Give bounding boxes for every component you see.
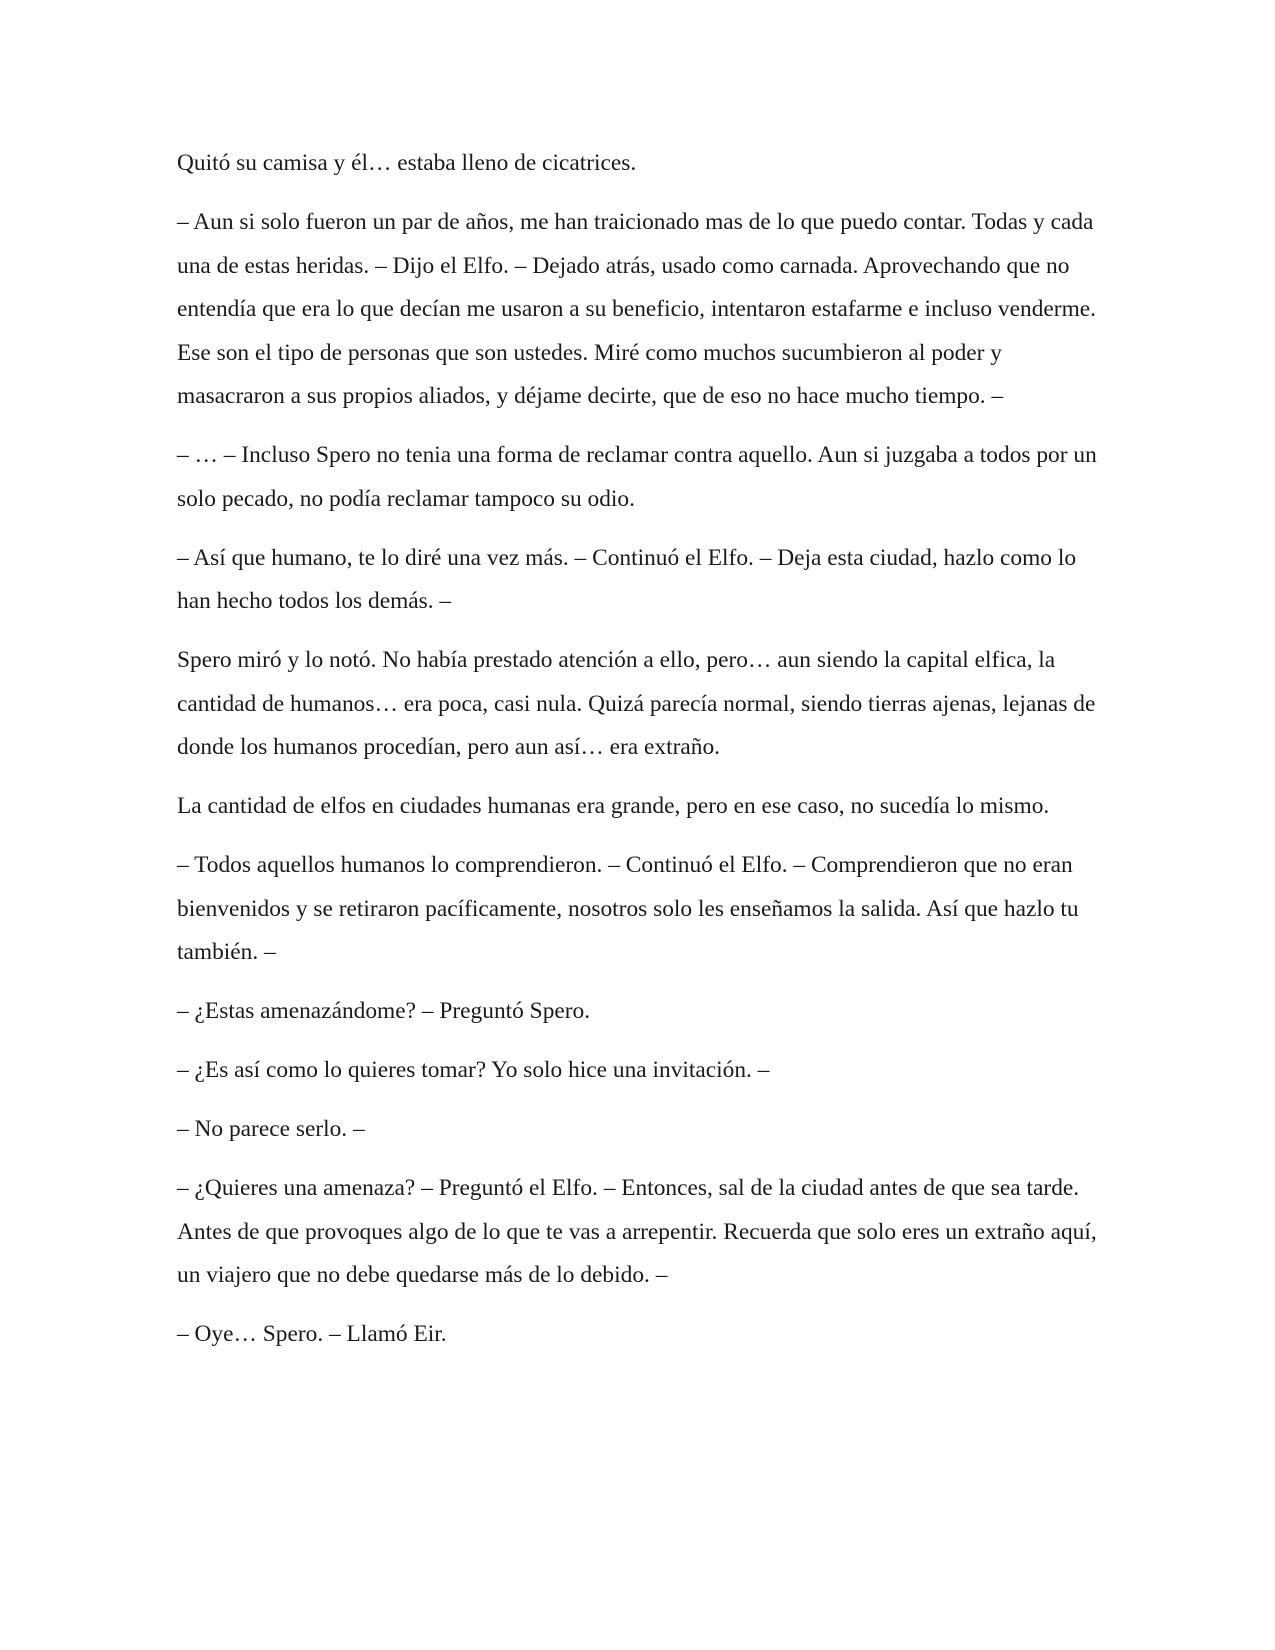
paragraph: – Aun si solo fueron un par de años, me han traicionado mas de lo que puedo contar. Todas y cada una de estas heridas. – Dijo el Elfo. – Dejado atrás, usado como carnada. Aprovechando que no entendía que era lo que decían me usaron a su beneficio, intentaron estafarme e incluso venderme. Ese son el tipo de personas que son ustedes. Miré como muchos sucumbieron al poder y masacraron a sus propios aliados, y déjame decirte, que de eso no hace mucho tiempo. – [177,209,1096,409]
document-body [177,142,1097,1372]
paragraph: La cantidad de elfos en ciudades humanas era grande, pero en ese caso, no sucedía lo mismo. [177,793,1050,819]
paragraph: – … – Incluso Spero no tenia una forma de reclamar contra aquello. Aun si juzgaba a todos por un solo pecado, no podía reclamar tampoco su odio. [177,442,1097,512]
paragraph: – ¿Quieres una amenaza? – Preguntó el Elfo. – Entonces, sal de la ciudad antes de que sea tarde. Antes de que provoques algo de lo que te vas a arrepentir. Recuerda que solo eres un extraño aquí, un viajero que no debe quedarse más de lo debido. – [177,1175,1097,1288]
paragraph: – ¿Estas amenazándome? – Preguntó Spero. [177,998,591,1024]
paragraph: – Todos aquellos humanos lo comprendieron. – Continuó el Elfo. – Comprendieron que no eran bienvenidos y se retiraron pacíficamente, nosotros solo les enseñamos la salida. Así que hazlo tu también. – [177,852,1079,965]
paragraph: – No parece serlo. – [177,1116,365,1142]
paragraph: – ¿Es así como lo quieres tomar? Yo solo hice una invitación. – [177,1057,770,1083]
paragraph: Spero miró y lo notó. No había prestado atención a ello, pero… aun siendo la capital elfica, la cantidad de humanos… era poca, casi nula. Quizá parecía normal, siendo tierras ajenas, lejanas de donde los humanos procedían, pero aun así… era extraño. [177,647,1096,760]
paragraph: – Así que humano, te lo diré una vez más. – Continuó el Elfo. – Deja esta ciudad, hazlo como lo han hecho todos los demás. – [177,544,1077,614]
paragraph: – Oye… Spero. – Llamó Eir. [177,1321,447,1347]
paragraph: Quitó su camisa y él… estaba lleno de cicatrices. [177,150,637,176]
